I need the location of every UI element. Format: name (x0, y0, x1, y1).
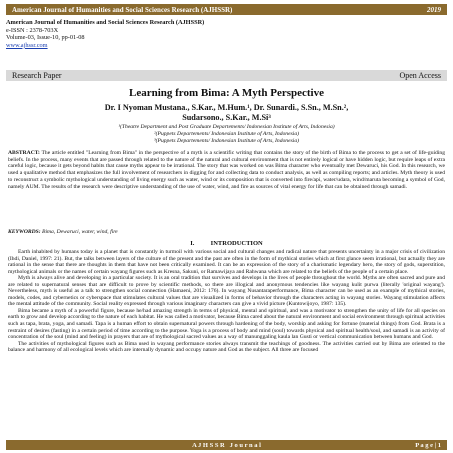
body-paragraph: Earth inhabited by humans today is a planet that is constantly in turmoil with various social and cultural changes and radical nature that presents uncertainty in a major crisis of civilization (Ihdi, Daniel, 1997: 21). But, the talks between layers of the culture of the present and the past are often in the form of mythical stories which at first glance seem irrational, but actually they are rational in the sense that there are thoughts in them that have not been critically examined. It can be an expression of the story of a charismatic legendary hero, the story of gods, superstition, mythological animals or the names of certain wayang figures such as Kresna, Sakuni, or Ramawijaya and Rahwana which are related to the beliefs of the people of a certain place. (8, 249, 445, 275)
journal-name: American Journal of Humanities and Social Sciences Research (AJHSSR) (6, 19, 205, 26)
abstract-label: ABSTRACT: (8, 150, 40, 156)
journal-info (6, 19, 306, 49)
journal-url-link[interactable]: www.ajhssr.com (6, 41, 48, 49)
keywords (8, 229, 445, 236)
journal-header-bar (6, 4, 447, 15)
body-paragraph: Bima became a myth of a powerful figure, because he/had amazing strength in terms of physical, mental and spiritual, and was a motivator to strengthen the unity of life for all species on earth to grow and develop according to the nature of each habitat. He was called a motivator, because Bima cared about the natural environment and social environment through spiritual activities such as tapa, brata, yoga, and samadi. Tapa is a human effort to obtain supernatural powers through hardening of the body, worship and asking for fortune (material things) from God. Brata is a restraint of desires (fasting) in a certain period of time according to the purpose. Yoga is a process of body and mind (soul) towards physical and spiritual health/soul, and samadi is an activity of concentration of the soul (mind and feeling) in prayers that are of mythological sacred values as a way of manunggaling kaula lan Gusti or vertical communication between humans and God. (8, 307, 445, 341)
affiliation-2: ²(Puppets Departements/ Indonesian Institute of Arts, Indonesia) (154, 130, 299, 137)
keywords-label: KEYWORDS: (8, 229, 41, 235)
affiliation-1: ¹(Theatre Department and Post Graduate Departements/ Indonesian Institute of Arts, Indonesia) (118, 124, 335, 130)
abstract-text: The article entitled "Learning from Bima" in the perspective of a myth is a scientific writing that contains the story of the birth of Bima to the process to get a set of life-guiding beliefs. In the process, many events that are passed through related to the nature of the natural and cultural environment that is not entirely logical or have hidden logic, but require leaps of extra careful logic, because it gets beyond habits that cause myths appear to be irrational. The story that was worked on was Bima character who eventually met Dewaruci, his God. In this research, we used a qualitative method that emphasizes the full involvement of researchers in digging for and collecting data to conduct analysis, as well as compiling reports; and articles. Myth theory is used to reconstruct a symbolic mythological understanding of living energy such as water, wind or its composition that is converted into fire/api, water/udara, wind/maruta becoming a symbol of God, namely AUM. The results of the research were descriptive understanding of the use of water, wind, and fire as sources of vital energy for life that can be obtained through samadi. (8, 150, 445, 190)
footer-journal: A J H S S R J o u r n a l (192, 441, 261, 449)
journal-issn: e-ISSN : 2378-703X (6, 26, 59, 34)
affiliation-3: ³(Puppets Departements/ Indonesian Institute of Arts, Indonesia) (154, 137, 299, 144)
authors-line-2: Sudarsono., S.Kar., M.Si³ (182, 113, 271, 122)
body-text (8, 249, 445, 433)
paper-title: Learning from Bima: A Myth Perspective (128, 87, 324, 99)
footer-bar (6, 440, 447, 450)
open-access-label: Open Access (399, 71, 441, 80)
page-number: P a g e | 1 (415, 441, 441, 449)
research-paper-label: Research Paper (12, 71, 62, 80)
authors-line-1: Dr. I Nyoman Mustana., S.Kar., M.Hum.¹, Dr. Sunardi., S.Sn., M.Sn.², (104, 103, 349, 112)
authors (10, 103, 443, 123)
body-paragraph: The activities of mythological figures such as Bima used in wayang performance stories always transmit the teachings of goodness. The activities carried out by Bima are oriented to the balance and harmony of all ecological levels which are internally dynamic and occupy nature and God as the subject. All three are focused (8, 340, 445, 354)
affiliations (10, 124, 443, 144)
abstract (8, 150, 445, 190)
paper-type-band (6, 70, 447, 81)
keywords-text: Bima, Dewaruci, water, wind, fire (40, 229, 118, 235)
section-heading: I. INTRODUCTION (190, 240, 263, 247)
body-paragraph: Myth is always alive and developing in a particular society. It is an oral tradition that survives and develops in the lives of people throughout the world. Myths are often sacred and pure and are related to supernatural senses that are difficult to prove by scientific methods, so there are illogical and anonymous tendencies like wayang kulit purwa (literally 'original wayang'). Nevertheless, myth is useful as a talk to strengthen social connection (Hamaeni, 2012: 176). In wayang Nusantaraperformance, Bima character can be used as an example of mythical stories, models, codes, and cybernetics or cyberspace that stimulates cultural values that are visualized in forms of behavior through the characters acting in wayang stories. Wayang stimulation affects the mental attitude of the community. Social reality expressed through various imaginary characters can give a vivid picture (Kuntowijoyo, 1987: 135). (8, 275, 445, 308)
header-year: 2019 (427, 5, 441, 14)
header-journal-name: American Journal of Humanities and Social Sciences Research (AJHSSR) (12, 5, 233, 14)
journal-volume: Volume-03, Issue-10, pp-01-08 (6, 34, 85, 42)
